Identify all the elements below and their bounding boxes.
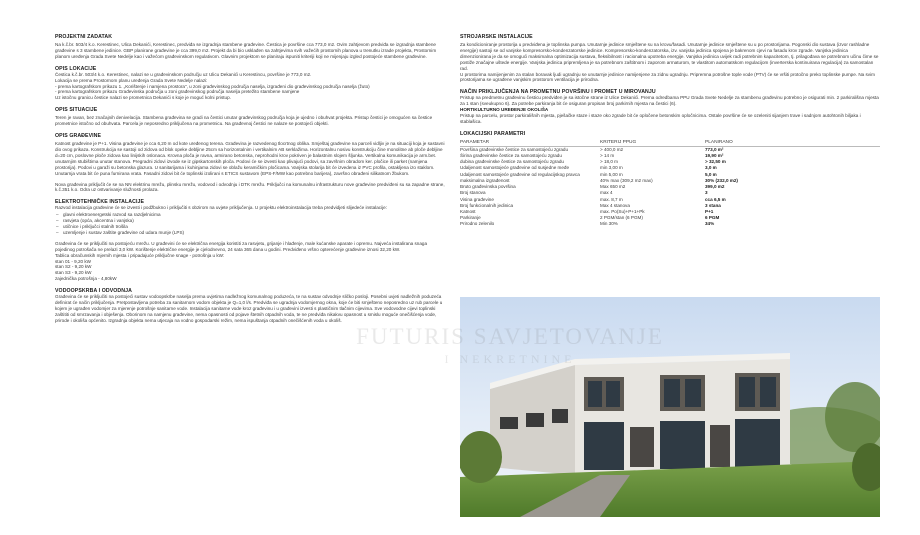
consumer-line: stan S2 - 9,20 kW (55, 264, 92, 270)
param-planned-cell: 19,90 m² (705, 153, 724, 159)
param-planned-cell: 6 PGM (705, 215, 720, 221)
param-name-cell: Bruto građevinska površina (460, 184, 516, 190)
building-render-image (460, 297, 880, 517)
param-name-cell: Katnost (460, 208, 476, 214)
param-criterion-cell: 2 PGM/stan (6 PGM) (600, 215, 643, 221)
location-line: Uz istočnu granicu čestice nalazi se prometnica Dekanići s koje je moguć kolni pristup. (55, 95, 231, 101)
section-title-location: OPIS LOKACIJE (55, 65, 97, 72)
param-criterion-cell: > 18,0 m (600, 159, 619, 165)
section-title-building: OPIS GRAĐEVINE (55, 133, 102, 140)
landscape-text: Pristup na parcelu, prostor parkirališnih mjesta, pješačke staze i staze oko zgrade bit će opločene betonskim opločnicima. Ostale površine će se ozeleniti sijanjem trave i sadnjom autohtonih biljaka i stablašica. (460, 113, 861, 124)
param-planned-cell: 399,0 m2 (705, 184, 725, 190)
column-header: PARAMETAR (460, 140, 600, 147)
param-criterion-cell: Max 4 stanova (600, 202, 630, 208)
param-name-cell: Površina građevinske čestice za samostojeću zgradu (460, 146, 569, 152)
param-name-cell: Udaljenost samostojeće građevine od susjedne međe (460, 165, 570, 171)
column-header: KRITERIJ PPUG (600, 140, 705, 147)
param-criterion-cell: max 4 (600, 190, 613, 196)
param-criterion-cell: min 5,00 m (600, 171, 623, 177)
project-text: Na k.č.br. 503/4 k.o. Kerestinec, Ulica Dekanići, Kerestinec, predviđa se izgradnja stambene građevine. Čestica je površine cca 773,0 m2. Ovim zahtjevom predviđa se izgradnja stambene građevine s 3 stambene jedinice. GBP planirane građevine je cca 399,0 m2. Projekt da bi bio usklađen sa zahtjevima svih važećih prostornih planova u trenutku izrade projekta, Prostornim planom uređenja Grada Svete Nedelje kao i važećom građevinskom regulativom. Glavnim projektom se planiraju ispuniti kriteriji koji ne mijenjaju izgled postojeće stambene građevine. (55, 42, 437, 59)
section-title-landscape: HORTIKULTURNO UREĐENJE OKOLIŠA (460, 107, 549, 113)
building-utilities-text: Nova građevina priključit će se na NN elektrinu mrežu, plinsku mrežu, vodovod i odvodnju i DTK mrežu. Priključci na komunalnu infrastrukturu nove građevine predviđeni su sa zapadne strane, k.č.351 k.o. Odra uz ostvarivanje služnosti prolaza. (55, 181, 445, 193)
location-line: Čestica k.č.br. 503/4 k.o. Kerestinec, nalazi se u građevinskom području uz Ulicu Dekanići u Kerestincu, površine je 773,0 m2. (55, 71, 312, 77)
column-header: PLANIRANO (705, 140, 880, 147)
param-name-cell: Broj stanova (460, 190, 486, 196)
list-item: – uzemljenje i sustav zaštite građevine od udara munje (LPS) (55, 230, 445, 236)
param-criterion-cell: Max 650 m2 (600, 184, 626, 190)
param-criterion-cell: > 400,0 m2 (600, 146, 624, 152)
param-criterion-cell: Min 30% (600, 221, 618, 227)
section-title-situation: OPIS SITUACIJE (55, 107, 98, 114)
location-line: - prema kartografskom prikazu 1. „Korištenje i namjena prostora", u zoni građevinskog područja naselja, izgrađeni dio građevinskog područja naselja (žuto) (55, 83, 370, 89)
param-name-cell: Visina građevine (460, 196, 494, 202)
param-criterion-cell: min 3,00 m (600, 165, 623, 171)
section-title-traffic: NAČIN PRIKLJUČENJA NA PROMETNU POVRŠINU I PROMET U MIROVANJU (460, 89, 656, 96)
param-planned-cell: 34% (705, 221, 715, 227)
right-column (460, 24, 880, 228)
param-planned-cell: 3 (705, 190, 708, 196)
watermark-line: FUTURIS (356, 324, 466, 349)
param-name-cell: Prirodno zelenilo (460, 221, 495, 227)
param-criterion-cell: 40% max (309,2 m2 max) (600, 177, 653, 183)
list-item: – glavni elektroenergetski razvod sa razdjelnicima (55, 212, 445, 218)
section-title-project: PROJEKTNI ZADATAK (55, 34, 113, 40)
watermark-line: I (444, 352, 453, 366)
mechanical-text-2: U prostorima namijenjenim za stalan boravak ljudi ugradnju se unutarnje jedinice namijenjene za zidnu ugradnju. Pripremna potrošne tople vode (PTV) će se vršiti protočno preko toplinske pumpe. Na svim prostorijama se ugrađene vanjskim prostorom ventilacija je prirodna. (460, 71, 875, 83)
location-line: - prema kartografskom prikazu Građevinska područja u zoni građevinskog područja naselja pretežito stambene namjene (55, 89, 300, 95)
param-planned-cell: 3,0 m (705, 165, 717, 171)
traffic-text: Pristup na predmetnu građevinu česticu predviđen je sa istočne strane iz Ulice Dekanići. Prema odredbama PPU Grada Svete Nedelje za stambenu građevinu potrebno je osigurati min. 2 parkirališna mjesta za 1 stan (sveukupno 6). Za potrebe parkiranja bit će osiguran propisan broj parkirnih mjesta na čestici (6). (460, 95, 879, 107)
param-planned-cell: 30% (232,0 m2) (705, 177, 738, 183)
section-title-electro: ELEKTROTEHNIČKE INSTALACIJE (55, 199, 145, 206)
param-name-cell: Udaljenost samostojeće građevine od regulacijskog pravca (460, 171, 580, 177)
electro-list (55, 212, 445, 236)
param-planned-cell: cca 6,5 m (705, 196, 726, 202)
section-title-water: VODOOPSKRBA I ODVODNJA (55, 288, 132, 295)
param-planned-cell: P+1 (705, 208, 714, 214)
param-planned-cell: 773,0 m² (705, 146, 724, 152)
electro-intro: Razvod instalacija građevine će se izvesti i podžbukno i priključiti s obzirom na uvjete priključenja. U projektu elektroinstalacija treba predvidjeti slijedeće instalacije: (55, 205, 387, 211)
param-criterion-cell: > 14 m (600, 153, 615, 159)
situation-text: Teren je ravan, bez značajnih denivelacija. Stambena građevina se gradi na čestici unutar građevinskog područja koja je ujedno i obuhvat projekta. Pristup čestici je omogućen sa čestice prometnice istočno od obuhvata. Parcela je neposredno priključena na prometnicu. Na građevnoj čestici ne nalaze se postojeći objekti. (55, 115, 433, 127)
section-title-params: LOKACIJSKI PARAMETRI (460, 130, 526, 137)
param-name-cell: Širina građevinske čestice za samostojeću zgradu (460, 153, 562, 159)
left-column (55, 24, 445, 324)
water-text: Građevina će se priključiti na postojeći sustav vodoopskrbe naselja prema uvjetima nadležnog komunalnog poduzeća, te na sustav odvodnje sličko posloji. Posebni uvjeti nadležnih poduzeća definirat će način priključenja. Pretpostavljena potreba za sanitarnom vodom objekta je Q=1,0 l/s. Predviđa se ugradnja vodomjernog okna, koje će biti smješteno neposredno uz rub parcele u kojem je ugrađen vodomjer za mjerenje potrošnje sanitarne vode. Instalacija sanitarne vode kroz građevinu i u građevini izvesti s plastičnim tlačnim cijevima. Sve vodovodne cijevi toplinski zaštititi od smrzavanja i obješenja. Oborinom na namjenu građevine, nema opasnosti od pojave štetnih otpadnih voda, te ne predviđa nikakvu opasnost u smislu moguće onečišćenja vode, prirode i okoliša općenito. Izgradnja objekta nema utjecaja na vodno gospodarski režim, nema ispuštanja otpadnih onečišćenih voda u okoliš. (55, 294, 443, 323)
param-name-cell: Broj funkcionalnih jedinica (460, 202, 514, 208)
param-name-cell: Parkiranje (460, 215, 481, 221)
consumer-line: zajednička potrošnja - 4,80kW (55, 276, 117, 282)
list-item: – rasvjeta (opća, akcentna i vanjska) (55, 218, 445, 224)
location-line: Lokacija se prema Prostornom planu uređenja Grada Svete Nedelje nalazi: (55, 77, 208, 83)
electro-text: Građevina će se priključiti na postojeću mrežu. U građevini će se električna energija koristiti za rasvjetu, grijanje i hlađenje, male kućanske aparate i opremu. Najveća instalirana snaga pojedinog potrošača ne prelazi 3,0 kW. Korištenje električne energije je cjelodnevno, 24 sata 365 dana u godini. Predviđeno vršno opterećenje građevine iznosi 32,20 kW. (55, 240, 428, 252)
list-item: – utičnice i priključci stalnih trošila (55, 224, 445, 230)
building-rendering (460, 297, 880, 517)
params-table-body (460, 146, 880, 227)
param-criterion-cell: max. 8,7 m (600, 196, 623, 202)
building-text: Katnost građevine je P+1. Visina građevine je cca 6,20 m od kote uređenog terena. Građevina je razvedenog tlocrtnog oblika. Smještaj građevine na parceli vidljiv je na situaciji koja je sastavni dio ovog prikaza. Konstrukcija se sastoji od zidova od blok opeke debljine 25cm sa horizontalnim i vertikalnim AB serklažima. Horizontalnu nosivu konstrukciju čine monolitne ab ploče debljine d=20 cm, poslovne ploče zidova kao linijskih oslonaca. Krovna ploča je ravna, armirano betonska, neprohodni krov pokriven je balastnim slojem šljunka. Vertikalna komunikacija je arm.bet. unutarnjim stubištima unutar stanova. Pregradni zidovi izvode se iz gipskartonskih ploča. Podovi će se izvesti kao plivajući podovi, sa završnim obradom ker. pločice ili parket (namjena prostorija). Podovi u garaži su betonska glazura. U sanitarijama i kuhinjama zidovi se oblažu keramičkim pločicama. Vanjska stolarija bit će izvedena iz PVC profila, ostakljena izo staklom. Unutarnja vrata bit će puna furnirana vrata. Fasadni zidovi bit će toplinski izolirani s ETICS sustavom (EPS-F/MW kao potrebno barijera), završno obrađeni silikatnom žbukom. (55, 141, 445, 176)
param-planned-cell: 5,0 m (705, 171, 717, 177)
param-name-cell: maksimalna izgrađenost (460, 177, 510, 183)
param-criterion-cell: max. Po(Su)+P+1+Pk (600, 208, 645, 214)
mechanical-text: Za kondicioniranje prostorija u predviđena je toplinska pumpa. Unutarnje jedinice smještene su na krovu/fasadi. Unutarnje jedinice smještene su u po prostorijama. Pogonski dio sustava (izvor rashladne energije) sastoji se od vanjske kompresorsko-kondenzatorske jedinice. Kompresorsko-kondenzatorska, izv. vanjska jedinica spojena je bakrenom cjevi na fasadu krov zgrade. Vanjska jedinica dimenzionirana je da se omogući maksimalna optimizacija sustava, fleksibilnost i racionalna upotreba energije. Vanjska jedinica uvijek radi potrebnim kapacitetom, tj. prilagođava se potrebnom učinu čime se postiže značajne uštede energije. Vanjska jedinica pripremljena je sa potrebnom zaštitnom i zaporom armaturom, te vlastitom automatskom regulacijom (inverterska kontinuirana regulacija) za samostalan rad. (460, 42, 879, 71)
param-planned-cell: > 32,50 m (705, 159, 726, 165)
consumer-line: stan 01 - 9,20 kW (55, 258, 92, 264)
section-title-mechanical: STROJARSKE INSTALACIJE (460, 34, 533, 40)
table-row (460, 221, 880, 227)
consumers-intro: Tablica obračunskih mjernih mjesta i pripadajuće priključne snage - potrošnja u kW: (55, 252, 225, 258)
params-table (460, 140, 880, 228)
param-planned-cell: 3 stana (705, 202, 721, 208)
consumer-line: stan S3 - 9,20 kW (55, 270, 92, 276)
param-name-cell: dubina građevinske čestice za samostojeću zgradu (460, 159, 564, 165)
brochure-page (50, 24, 885, 524)
